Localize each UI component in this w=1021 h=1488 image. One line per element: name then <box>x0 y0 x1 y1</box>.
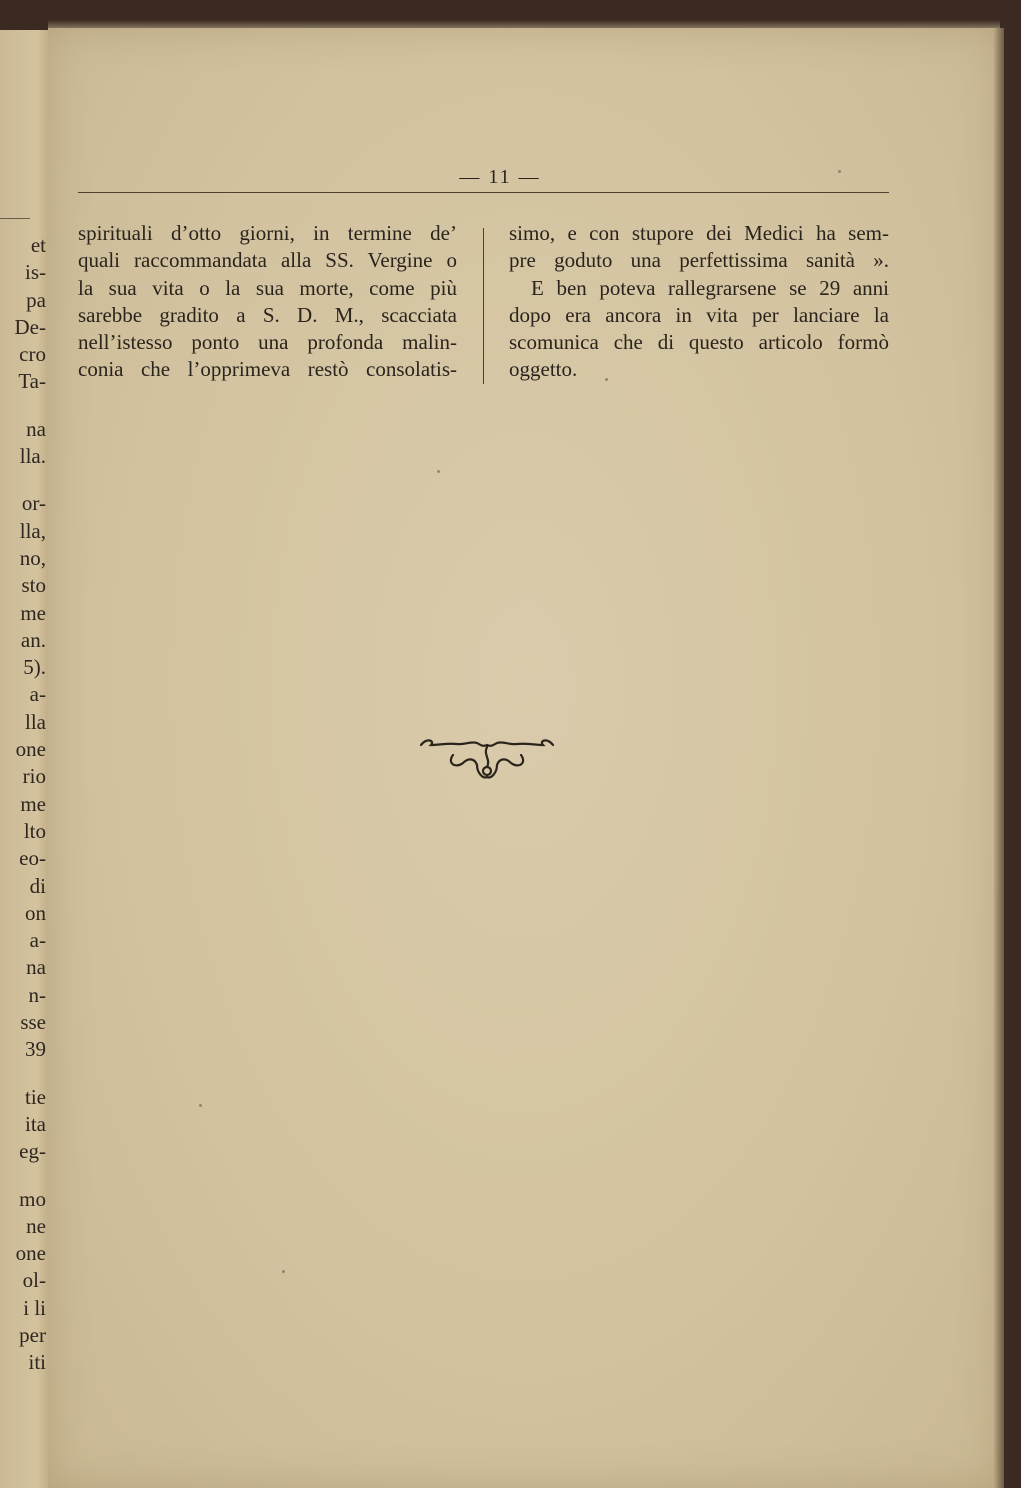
facing-page-line: a- <box>29 682 46 707</box>
paper-speck <box>282 1270 285 1273</box>
text-line: simo, e con stupore dei Medici ha sem- <box>509 221 889 245</box>
facing-page-line: one <box>15 737 46 762</box>
facing-page-line: no, <box>19 545 46 570</box>
text-line: la sua vita o la sua morte, come più <box>78 275 457 300</box>
page-number: — 11 — <box>459 166 541 188</box>
facing-page-line <box>0 396 50 416</box>
facing-page-line: sto <box>21 573 46 598</box>
facing-page-line: is- <box>25 260 46 285</box>
facing-page-line: me <box>20 791 46 816</box>
facing-page-line: pa <box>26 287 46 312</box>
text-line: spirituali d’otto giorni, in termine de’ <box>78 221 457 245</box>
right-column <box>509 220 889 384</box>
page-right-edge <box>994 28 1004 1488</box>
facing-page-line: on <box>25 900 46 925</box>
facing-page-line: ne <box>26 1213 46 1238</box>
facing-page-line: sse <box>20 1010 46 1035</box>
scroll-ornament-icon <box>417 733 557 783</box>
facing-page-line: n- <box>28 982 46 1007</box>
facing-page-line <box>0 470 50 490</box>
paper-speck <box>838 170 841 173</box>
facing-page-line: an. <box>20 627 46 652</box>
paper-speck <box>437 470 440 473</box>
facing-page-line: lla <box>25 709 46 734</box>
facing-page-line: eo- <box>19 846 46 871</box>
text-line: quali raccommandata alla SS. Vergine o <box>78 248 457 273</box>
facing-page-line: De- <box>14 314 46 339</box>
facing-page <box>0 30 52 1488</box>
facing-page-line: Ta- <box>18 369 46 394</box>
facing-page-line: 39 <box>25 1037 46 1062</box>
facing-page-line: me <box>20 600 46 625</box>
facing-page-line: lla, <box>19 518 46 543</box>
facing-page-line: tie <box>25 1084 46 1109</box>
facing-page-line: et <box>30 233 46 257</box>
facing-page-line: ita <box>25 1111 46 1136</box>
facing-page-line: di <box>29 873 46 898</box>
text-line: sarebbe gradito a S. D. M., scacciata <box>78 302 457 327</box>
paper-speck <box>605 378 608 381</box>
facing-page-line: mo <box>19 1186 46 1211</box>
facing-page-line: na <box>26 416 46 441</box>
facing-page-line <box>0 1064 50 1084</box>
facing-page-line: i li <box>23 1295 46 1320</box>
facing-page-line: lla. <box>19 444 46 469</box>
facing-page-line: one <box>15 1241 46 1266</box>
facing-page-line: na <box>26 955 46 980</box>
facing-page-line: or- <box>21 491 46 516</box>
text-line: E ben poteva rallegrarsene se 29 anni <box>531 275 889 300</box>
facing-page-rule <box>0 218 30 219</box>
paper-speck <box>199 1104 202 1107</box>
left-column <box>78 220 457 384</box>
facing-page-line: rio <box>22 764 46 789</box>
text-line: pre goduto una perfettissima sanità ». <box>509 248 889 273</box>
facing-page-line: cro <box>19 342 46 367</box>
text-line: oggetto. <box>509 357 578 382</box>
facing-page-text <box>0 232 50 1377</box>
facing-page-line: iti <box>28 1350 46 1375</box>
text-line: conia che l’opprimeva restò consolatis- <box>78 357 457 382</box>
facing-page-line: 5). <box>23 655 46 680</box>
header-rule <box>78 192 889 193</box>
text-line: nell’istesso ponto una profonda malin- <box>78 330 457 355</box>
facing-page-line: per <box>19 1322 46 1347</box>
facing-page-line: ol- <box>22 1268 46 1293</box>
text-line: scomunica che di questo articolo formò <box>509 330 889 355</box>
facing-page-line: eg- <box>19 1139 46 1164</box>
text-line: dopo era ancora in vita per lanciare la <box>509 302 889 327</box>
facing-page-line <box>0 1166 50 1186</box>
column-divider <box>483 228 484 384</box>
facing-page-line: lto <box>23 818 46 843</box>
facing-page-line: a- <box>29 928 46 953</box>
